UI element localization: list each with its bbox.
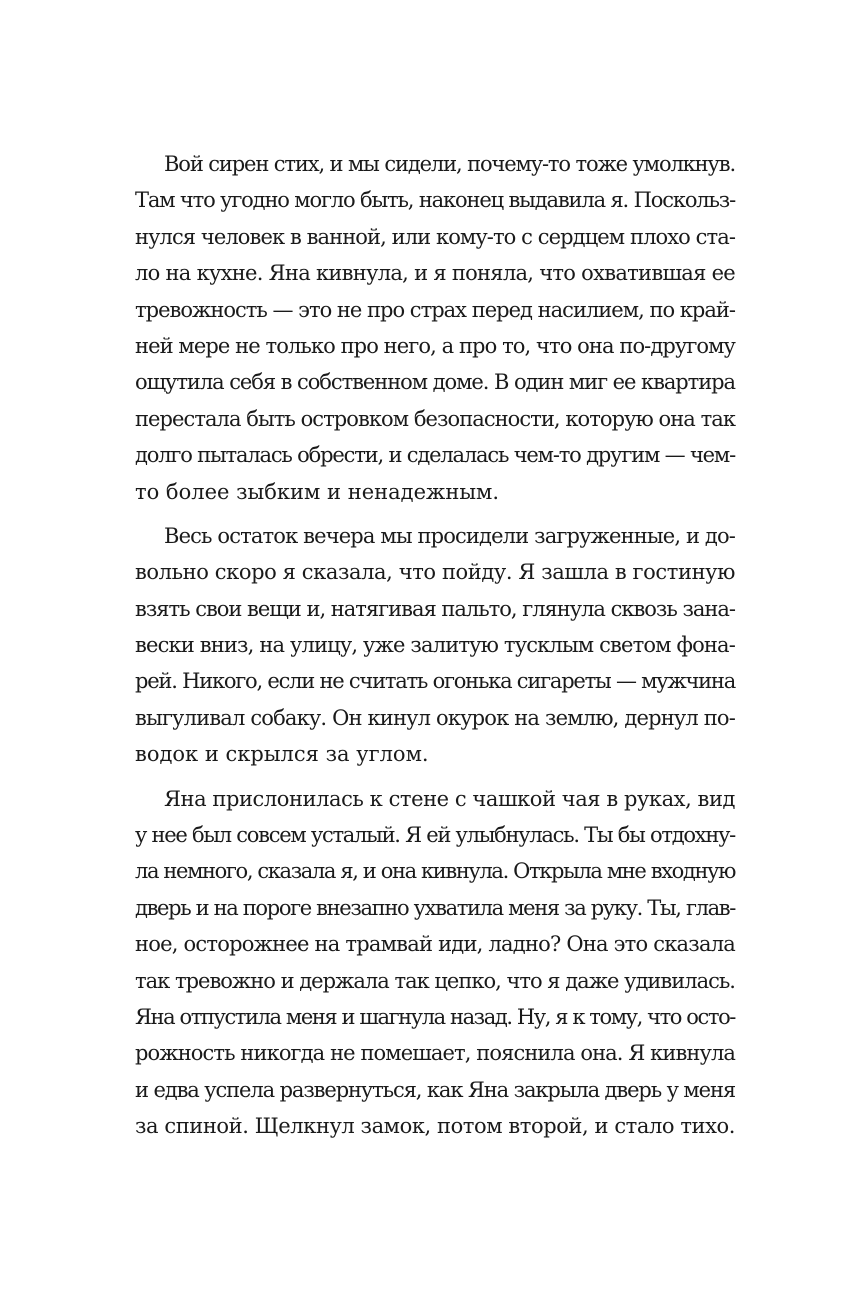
text-line: ощутила себя в собственном доме. В один миг ее квартира bbox=[135, 370, 736, 395]
text-line: дверь и на пороге внезапно ухватила меня за руку. Ты, глав- bbox=[135, 895, 735, 920]
text-line: за спиной. Щелкнул замок, потом второй, и стало тихо. bbox=[135, 1114, 736, 1139]
paragraph-1 bbox=[135, 146, 735, 510]
text-line: долго пыталась обрести, и сделалась чем-то другим — чем- bbox=[135, 443, 735, 468]
text-line: взять свои вещи и, натягивая пальто, глянула сквозь зана- bbox=[135, 596, 736, 621]
text-line: ла немного, сказала я, и она кивнула. Открыла мне входную bbox=[135, 859, 735, 884]
text-line: рей. Никого, если не считать огонька сигареты — мужчина bbox=[135, 669, 736, 694]
text-line: тревожность — это не про страх перед насилием, по край- bbox=[135, 297, 735, 322]
text-line: рожность никогда не помешает, пояснила она. Я кивнула bbox=[135, 1041, 735, 1066]
text-line: то более зыбким и ненадежным. bbox=[135, 479, 500, 504]
text-line: и едва успела развернуться, как Яна закрыла дверь у меня bbox=[135, 1077, 735, 1102]
text-line: Там что угодно могло быть, наконец выдавила я. Поскольз- bbox=[135, 188, 736, 213]
body-text bbox=[135, 146, 735, 1153]
text-line: у нее был совсем усталый. Я ей улыбнулась. Ты бы отдохну- bbox=[135, 823, 736, 848]
text-line: водок и скрылся за углом. bbox=[135, 742, 429, 767]
text-line: вески вниз, на улицу, уже залитую тусклым светом фона- bbox=[135, 633, 735, 658]
text-line: Яна прислонилась к стене с чашкой чая в руках, вид bbox=[164, 786, 735, 811]
text-line: нулся человек в ванной, или кому-то с сердцем плохо ста- bbox=[135, 224, 735, 249]
text-line: так тревожно и держала так цепко, что я даже удивилась. bbox=[135, 968, 735, 993]
text-line: Вой сирен стих, и мы сидели, почему-то тоже умолкнув. bbox=[164, 152, 735, 176]
text-line: выгуливал собаку. Он кинул окурок на землю, дернул по- bbox=[135, 705, 736, 730]
text-line: Весь остаток вечера мы просидели загруженные, и до- bbox=[164, 523, 736, 548]
text-line: ло на кухне. Яна кивнула, и я поняла, что охватившая ее bbox=[135, 261, 735, 286]
paragraph-3 bbox=[135, 781, 735, 1145]
text-line: вольно скоро я сказала, что пойду. Я зашла в гостиную bbox=[135, 560, 735, 585]
text-line: ней мере не только про него, а про то, что она по-другому bbox=[135, 333, 735, 358]
paragraph-2 bbox=[135, 518, 735, 773]
text-line: Яна отпустила меня и шагнула назад. Ну, я к тому, что осто- bbox=[135, 1004, 735, 1029]
text-line: перестала быть островком безопасности, которую она так bbox=[135, 406, 736, 431]
text-line: ное, осторожнее на трамвай иди, ладно? Она это сказала bbox=[135, 932, 736, 957]
